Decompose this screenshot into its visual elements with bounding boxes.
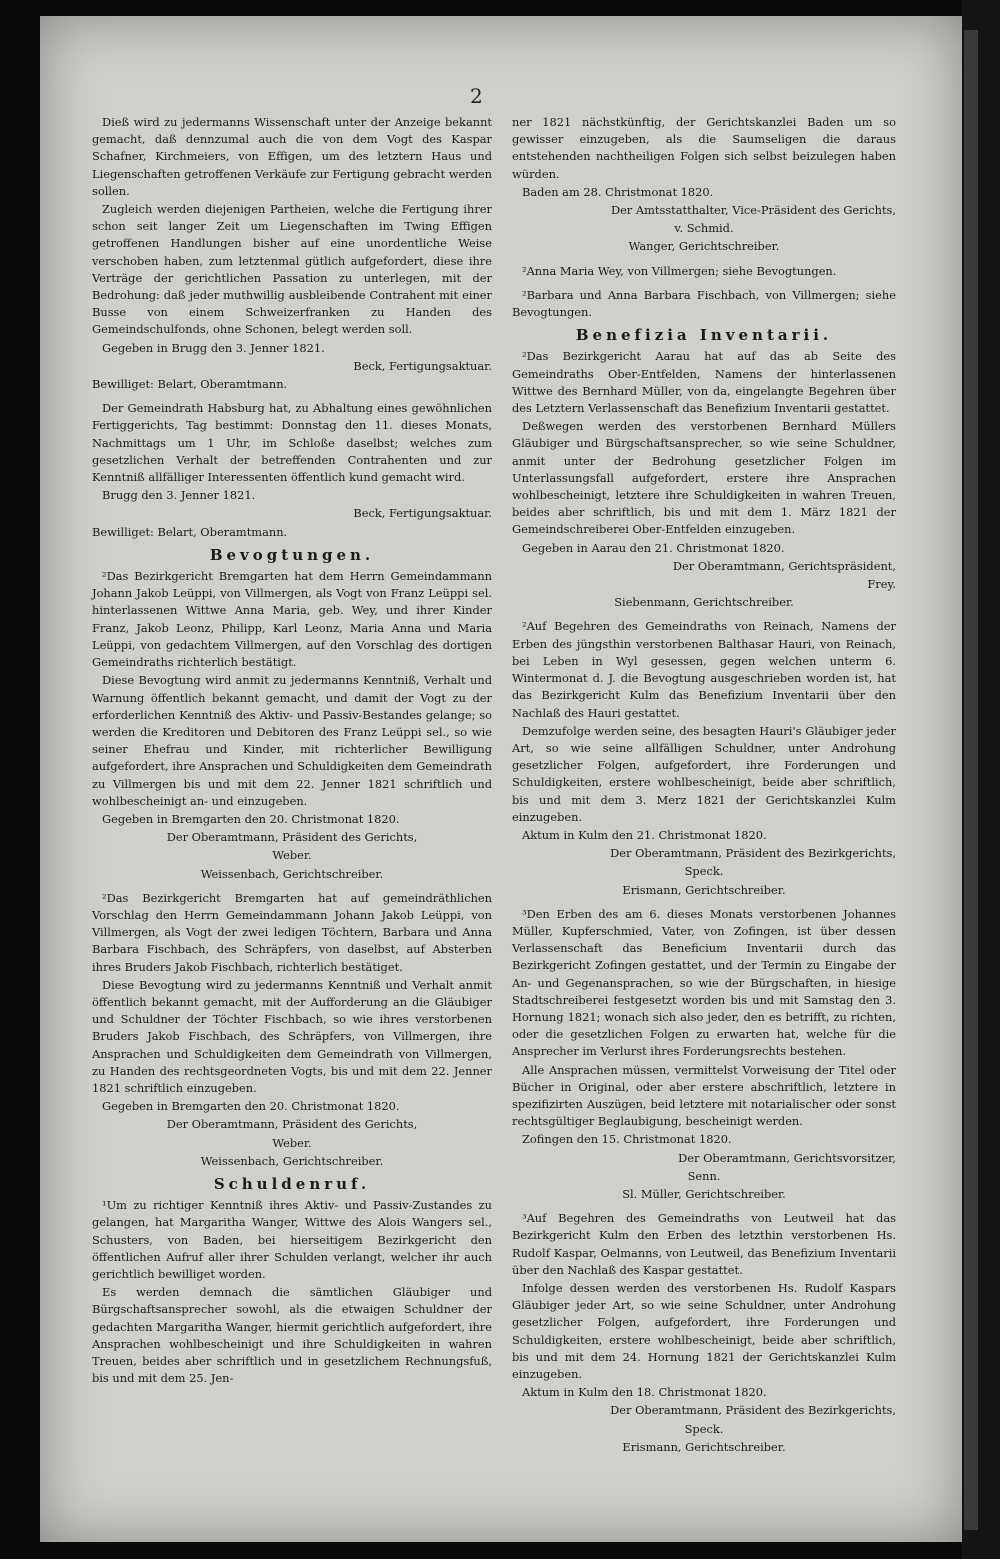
signature: Der Oberamtmann, Präsident des Bezirkgerichts, <box>610 846 896 861</box>
section-heading-schuldenruf: Schuldenruf. <box>213 1174 371 1193</box>
paragraph: ²Auf Begehren des Gemeindraths von Reinach, Namens der Erben des jüngsthin verstorbenen Balthasar Hauri, von Reinach, bei Leben in Wyl gesessen, gegen welchen unterm 6. Wintermonat d. J. die Bevogtung ausgeschrieben worden ist, hat das Bezirkgericht Kulm das Benefizium Inventarii über den Nachlaß des Hauri gestattet. <box>512 619 896 720</box>
section-heading-benefizia: Benefizia Inventarii. <box>575 326 833 345</box>
right-column <box>512 114 896 1457</box>
paragraph: Infolge dessen werden des verstorbenen Hs. Rudolf Kaspars Gläubiger jeder Art, so wie seine Schuldner, unter Androhung gesetzlicher Folgen, aufgefordert, ihre Forderungen und Schuldigkeiten, erstere wohlbescheinigt, beide aber schriftlich, bis und mit dem 24. Hornung 1821 der Gerichtskanzlei Kulm einzugeben. <box>512 1281 896 1382</box>
paragraph: Dieß wird zu jedermanns Wissenschaft unter der Anzeige bekannt gemacht, daß dennzumal auch die von dem Vogt des Kaspar Schafner, Kirchmeiers, von Effigen, um des letztern Haus und Liegenschaften getroffenen Verkäufe zur Fertigung gebracht werden sollen. <box>92 115 492 198</box>
signature: Frey. <box>867 577 896 592</box>
date-line: Baden am 28. Christmonat 1820. <box>522 184 714 199</box>
date-line: Brugg den 3. Jenner 1821. <box>102 488 256 503</box>
signature: Wanger, Gerichtschreiber. <box>628 239 780 254</box>
paragraph: Zugleich werden diejenigen Partheien, welche die Fertigung ihrer schon seit langer Zeit um Liegenschaften im Twing Effigen getroffenen Handlungen bisher auf eine unordentliche Weise verschoben haben, zum letztenmal gütlich aufgefordert, diese ihre Verträge der gerichtlichen Passation zu unterlegen, mit der Bedrohung: daß jeder muthwillig ausbleibende Contrahent mit einer Busse von einem Schweizerfranken zu Handen des Gemeindschulfonds, ohne Schonen, belegt werden soll. <box>92 202 492 337</box>
signature: Senn. <box>687 1168 721 1183</box>
signature: Speck. <box>684 864 724 879</box>
paragraph: Der Gemeindrath Habsburg hat, zu Abhaltung eines gewöhnlichen Fertiggerichts, Tag bestimmt: Donnstag den 11. dieses Monats, Nachmittags um 1 Uhr, im Schloße daselbst; welches zum gesetzlichen Verhalt der betreffenden Contrahenten und zur Kenntniß allfälliger Interessenten öffentlich kund gemacht wird. <box>92 401 492 485</box>
paragraph: ²Anna Maria Wey, von Villmergen; siehe Bevogtungen. <box>522 263 837 278</box>
signature: Der Oberamtmann, Gerichtspräsident, <box>672 558 896 573</box>
signature: Erismann, Gerichtschreiber. <box>622 1439 786 1454</box>
left-column <box>92 114 492 1388</box>
paragraph: ner 1821 nächstkünftig, der Gerichtskanzlei Baden um so gewisser einzugeben, als die Saumseligen die daraus entstehenden nachtheiligen Folgen sich selbst beizulegen haben würden. <box>512 115 896 181</box>
paragraph: Diese Bevogtung wird anmit zu jedermanns Kenntniß, Verhalt und Warnung öffentlich bekannt gemacht, und damit der Vogt zu der erforderlichen Kenntniß des Aktiv- und Passiv-Bestandes gelange; so werden die Kreditoren und Debitoren des Franz Leüppi sel., so wie seiner Ehefrau und Kinder, mit richterlicher Bewilligung aufgefordert, ihre Ansprachen und Schuldigkeiten dem Gemeindrath zu Villmergen bis und mit dem 22. Jenner 1821 schriftlich und wohlbescheinigt an- und einzugeben. <box>92 673 492 808</box>
signature: Sl. Müller, Gerichtschreiber. <box>622 1186 786 1201</box>
date-line: Zofingen den 15. Christmonat 1820. <box>522 1132 732 1147</box>
page-number: 2 <box>470 84 483 108</box>
signature: v. Schmid. <box>674 221 734 236</box>
paragraph: Es werden demnach die sämtlichen Gläubiger und Bürgschaftsansprecher sowohl, als die etwaigen Schuldner der gedachten Margaritha Wanger, hiermit gerichtlich aufgefordert, ihre Ansprachen wohlbescheinigt und ihre Schuldigkeiten in wahren Treuen, beides aber schriftlich und in gesetzlichem Rechnungsfuß, bis und mit dem 25. Jen- <box>92 1285 492 1386</box>
signature: Erismann, Gerichtschreiber. <box>622 882 786 897</box>
date-line: Gegeben in Bremgarten den 20. Christmonat 1820. <box>102 811 400 826</box>
signature: Der Oberamtmann, Präsident des Gerichts, <box>166 1117 418 1132</box>
date-line: Aktum in Kulm den 18. Christmonat 1820. <box>522 1385 767 1400</box>
date-line: Gegeben in Aarau den 21. Christmonat 1820. <box>522 540 785 555</box>
signature: Beck, Fertigungsaktuar. <box>353 358 492 373</box>
paragraph: Demzufolge werden seine, des besagten Hauri's Gläubiger jeder Art, so wie seine allfälligen Schuldner, unter Androhung gesetzlicher Folgen, aufgefordert, ihre Forderungen und Schuldigkeiten, erstere wohlbescheinigt, beide aber schriftlich, bis und mit dem 3. Merz 1821 der Gerichtskanzlei Kulm einzugeben. <box>512 723 896 824</box>
paragraph: Diese Bevogtung wird zu jedermanns Kenntniß und Verhalt anmit öffentlich bekannt gemacht, mit der Aufforderung an die Gläubiger und Schuldner der Töchter Fischbach, so wie ihres verstorbenen Bruders Jakob Fischbach, des Schräpfers, von Villmergen, ihre Ansprachen und Schuldigkeiten dem Gemeindrath von Villmergen, zu Handen des rechtsgeordneten Vogts, bis und mit dem 22. Jenner 1821 schriftlich einzugeben. <box>92 977 492 1095</box>
page-edge <box>964 30 978 1530</box>
signature: Der Amtsstatthalter, Vice-Präsident des Gerichts, <box>610 203 896 218</box>
paragraph: ²Barbara und Anna Barbara Fischbach, von Villmergen; siehe Bevogtungen. <box>512 287 896 320</box>
date-line: Gegeben in Bremgarten den 20. Christmonat 1820. <box>102 1099 400 1114</box>
approval-line: Bewilliget: Belart, Oberamtmann. <box>92 524 288 539</box>
paragraph: ²Das Bezirkgericht Aarau hat auf das ab Seite des Gemeindraths Ober-Entfelden, Namens der hinterlassenen Wittwe des Bernhard Müller, von da, eingelangte Begehren über des Letztern Verlassenschaft das Benefizium Inventarii gestattet. <box>512 349 896 416</box>
paragraph: ³Auf Begehren des Gemeindraths von Leutweil hat das Bezirkgericht Kulm den Erben des letzthin verstorbenen Hs. Rudolf Kaspar, Oelmanns, von Leutweil, das Benefizium Inventarii über den Nachlaß des Kaspar gestattet. <box>512 1211 896 1277</box>
signature: Weissenbach, Gerichtschreiber. <box>200 866 384 881</box>
signature: Beck, Fertigungsaktuar. <box>353 506 492 521</box>
signature: Weber. <box>272 1135 312 1150</box>
paragraph: ¹Um zu richtiger Kenntniß ihres Aktiv- und Passiv-Zustandes zu gelangen, hat Margaritha Wanger, Wittwe des Alois Wangers sel., Schusters, von Baden, bei hierseitigem Bezirkgericht den öffentlichen Aufruf aller ihrer Schulden verlangt, welcher ihr auch gerichtlich bewilliget worden. <box>92 1198 492 1281</box>
signature: Der Oberamtmann, Präsident des Bezirkgerichts, <box>610 1403 896 1418</box>
paragraph: Deßwegen werden des verstorbenen Bernhard Müllers Gläubiger und Bürgschaftsansprecher, so wie seine Schuldner, anmit unter der Bedrohung gesetzlicher Folgen im Unterlassungsfall aufgefordert, erstere ihre Ansprachen wohlbescheinigt, letztere ihre Schuldigkeiten in wahren Treuen, beides aber schriftlich, bis und mit dem 1. März 1821 der Gemeindschreiberei Ober-Entfelden einzugeben. <box>512 419 896 537</box>
paragraph: ³Den Erben des am 6. dieses Monats verstorbenen Johannes Müller, Kupferschmied, Vater, von Zofingen, ist über dessen Verlassenschaft das Beneficium Inventarii durch das Bezirkgericht Zofingen gestattet, und der Termin zu Eingabe der An- und Gegenansprachen, so wie der Bürgschaften, in hiesige Stadtschreiberei festgesetzt worden bis und mit Samstag den 3. Hornung 1821; wonach sich also jeder, den es betrifft, zu richten, oder die gesetzlichen Folgen zu erwarten hat, welche für die Ansprecher im Verlurst ihres Forderungsrechts bestehen. <box>512 906 896 1059</box>
approval-line: Bewilliget: Belart, Oberamtmann. <box>92 377 288 392</box>
signature: Weber. <box>272 848 312 863</box>
date-line: Aktum in Kulm den 21. Christmonat 1820. <box>522 827 767 842</box>
signature: Speck. <box>684 1421 724 1436</box>
signature: Siebenmann, Gerichtschreiber. <box>614 595 794 610</box>
section-heading-bevogtungen: Bevogtungen. <box>209 545 375 564</box>
signature: Der Oberamtmann, Präsident des Gerichts, <box>166 830 418 845</box>
date-line: Gegeben in Brugg den 3. Jenner 1821. <box>102 340 325 355</box>
paragraph: ²Das Bezirkgericht Bremgarten hat dem Herrn Gemeindammann Johann Jakob Leüppi, von Villmergen, als Vogt von Franz Leüppi sel. hinterlassenen Wittwe Anna Maria, geb. Wey, und ihrer Kinder Franz, Jakob Leonz, Philipp, Karl Leonz, Maria Anna und Maria Leüppi, von gedachtem Villmergen, auf den Vorschlag des dortigen Gemeindraths richterlich bestätigt. <box>92 569 492 670</box>
signature: Der Oberamtmann, Gerichtsvorsitzer, <box>678 1150 896 1165</box>
paragraph: Alle Ansprachen müssen, vermittelst Vorweisung der Titel oder Bücher in Original, oder aber erstere abschriftlich, letztere in spezifizirten Auszügen, beid letztere mit notarialischer oder sonst rechtsgültiger Beglaubigung, bescheinigt werden. <box>512 1062 896 1129</box>
paragraph: ²Das Bezirkgericht Bremgarten hat auf gemeindräthlichen Vorschlag den Herrn Gemeindammann Johann Jakob Leüppi, von Villmergen, als Vogt der zwei ledigen Töchtern, Barbara und Anna Barbara Fischbach, des Schräpfers, von daselbst, auf Absterben ihres Bruders Jakob Fischbach, richterlich bestätiget. <box>92 890 492 974</box>
signature: Weissenbach, Gerichtschreiber. <box>200 1153 384 1168</box>
